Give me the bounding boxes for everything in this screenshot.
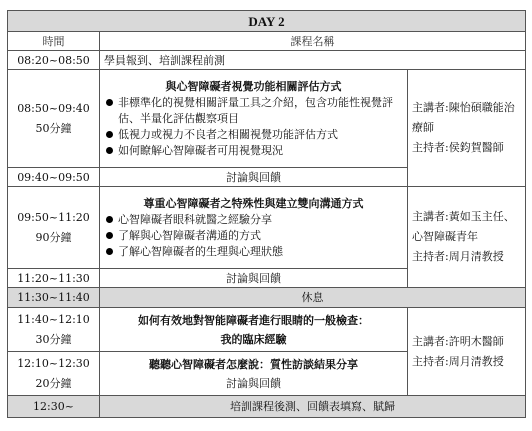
list-item: 非標準化的視覺相關評量工具之介紹，包含功能性視覺評估、半量化評估觀察項目 bbox=[104, 95, 403, 127]
session-title: 尊重心智障礙者之特殊性與建立雙向溝通方式 bbox=[143, 196, 364, 210]
host: 主持者:周月清教授 bbox=[412, 354, 504, 368]
course-cell: 休息 bbox=[100, 288, 526, 308]
session-title: 與心智障礙者視覺功能相關評估方式 bbox=[165, 79, 342, 93]
time-cell bbox=[8, 352, 100, 396]
time-cell: 09:40~09:50 bbox=[8, 168, 100, 187]
list-item: 低視力或視力不良者之相關視覺功能評估方式 bbox=[104, 127, 403, 143]
host: 主持者:周月清教授 bbox=[412, 250, 504, 263]
speaker: 主講者:黃如玉主任、心智障礙青年 bbox=[412, 210, 515, 243]
time-cell: 08:20~08:50 bbox=[8, 51, 100, 70]
time-range: 11:40~12:10 bbox=[17, 312, 90, 326]
list-item: 了解與心智障礙者溝通的方式 bbox=[104, 228, 403, 244]
speaker-cell bbox=[408, 70, 526, 187]
table-row bbox=[8, 288, 526, 308]
bullet-icon bbox=[106, 131, 113, 138]
course-cell bbox=[100, 352, 408, 396]
list-item: 如何瞭解心智障礙者可用視覺現況 bbox=[104, 143, 403, 159]
time-range: 08:50~09:40 bbox=[17, 101, 90, 115]
table-row bbox=[8, 51, 526, 70]
course-cell: 學員報到、培訓課程前測 bbox=[100, 51, 526, 70]
time-cell: 11:20~11:30 bbox=[8, 269, 100, 288]
speaker-cell bbox=[408, 187, 526, 288]
column-header-course: 課程名稱 bbox=[100, 32, 526, 51]
bullet-icon bbox=[106, 216, 113, 223]
speaker: 主講者:陳怡碩職能治療師 bbox=[412, 101, 515, 134]
course-cell bbox=[100, 187, 408, 269]
session-title-line: 我的臨床經驗 bbox=[220, 332, 287, 346]
time-cell bbox=[8, 70, 100, 168]
time-range: 12:10~12:30 bbox=[17, 356, 90, 370]
bullet-icon bbox=[106, 248, 113, 255]
discussion-text: 討論與回饋 bbox=[226, 376, 281, 390]
host: 主持者:侯鈞賀醫師 bbox=[412, 141, 504, 154]
bullet-icon bbox=[106, 232, 113, 239]
table-row bbox=[8, 308, 526, 352]
speaker: 主講者:許明木醫師 bbox=[412, 334, 504, 348]
duration: 30分鐘 bbox=[35, 332, 72, 346]
duration: 20分鐘 bbox=[35, 376, 72, 390]
duration: 50分鐘 bbox=[35, 121, 72, 135]
list-item: 了解心智障礙者的生理與心理狀態 bbox=[104, 244, 403, 260]
time-cell: 11:30~11:40 bbox=[8, 288, 100, 308]
course-cell: 討論與回饋 bbox=[100, 168, 408, 187]
column-header-time: 時間 bbox=[8, 32, 100, 51]
table-row bbox=[8, 187, 526, 269]
bullet-list bbox=[104, 95, 403, 159]
time-cell bbox=[8, 308, 100, 352]
bullet-list bbox=[104, 212, 403, 260]
bullet-icon bbox=[106, 147, 113, 154]
bullet-icon bbox=[106, 99, 113, 106]
time-cell bbox=[8, 187, 100, 269]
course-cell: 討論與回饋 bbox=[100, 269, 408, 288]
session-title: 聽聽心智障礙者怎麼說：質性訪談結果分享 bbox=[149, 357, 358, 371]
table-row bbox=[8, 70, 526, 168]
list-item: 心智障礙者眼科就醫之經驗分享 bbox=[104, 212, 403, 228]
duration: 90分鐘 bbox=[35, 230, 72, 244]
speaker-cell bbox=[408, 308, 526, 396]
table-row bbox=[8, 396, 526, 418]
course-cell bbox=[100, 308, 408, 352]
time-range: 09:50~11:20 bbox=[17, 210, 90, 224]
schedule-table bbox=[7, 10, 526, 418]
course-cell: 培訓課程後測、回饋表填寫、賦歸 bbox=[100, 396, 526, 418]
day-header: DAY 2 bbox=[8, 11, 526, 32]
session-title-line: 如何有效地對智能障礙者進行眼睛的一般檢查： bbox=[138, 313, 369, 327]
course-cell bbox=[100, 70, 408, 168]
time-cell: 12:30~ bbox=[8, 396, 100, 418]
